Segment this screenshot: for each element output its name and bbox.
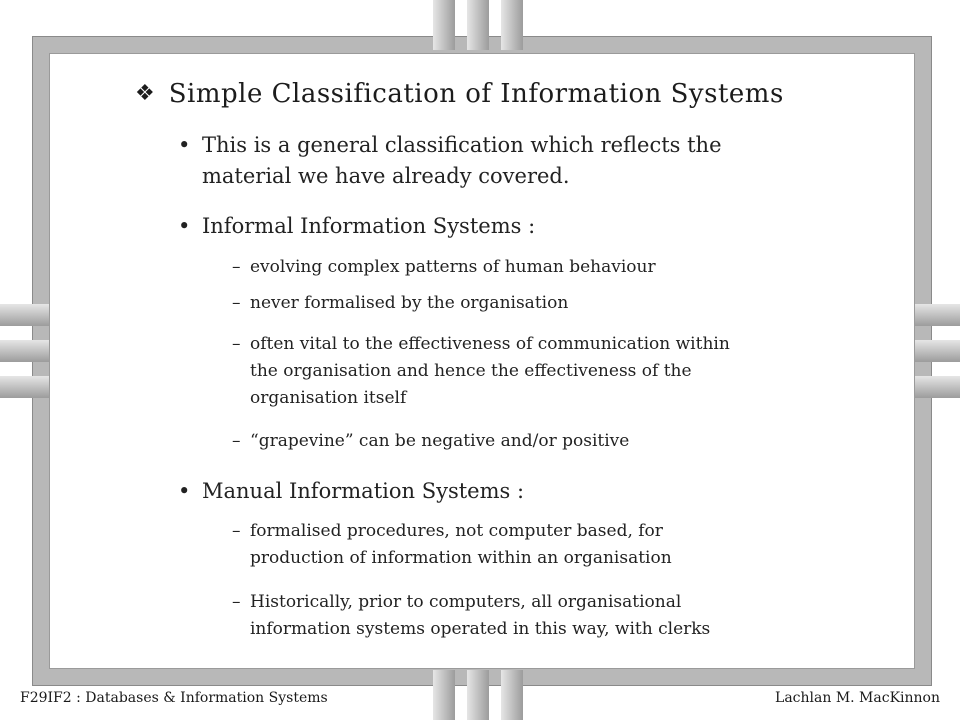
sub-bullet-text: never formalised by the organisation: [250, 293, 569, 313]
slide-title-row: [135, 76, 784, 112]
bullet-dot: •: [178, 214, 191, 238]
sub-bullet-text: production of information within an organisation: [250, 548, 672, 568]
dash-marker: –: [232, 293, 241, 313]
deco-bar-top-2: [467, 0, 489, 50]
dash-marker: –: [232, 521, 241, 541]
sub-bullet-text: Historically, prior to computers, all organisational: [250, 592, 682, 612]
dash-marker: –: [232, 431, 241, 451]
sub-bullet-text: often vital to the effectiveness of communication within: [250, 334, 730, 354]
dash-marker: –: [232, 334, 241, 354]
sub-bullet-text: formalised procedures, not computer based, for: [250, 521, 663, 541]
bullet-text: This is a general classification which reflects the: [202, 133, 722, 157]
bullet-dot: •: [178, 133, 191, 157]
bullet-dot: •: [178, 479, 191, 503]
deco-bar-bottom-1: [433, 670, 455, 720]
footer-course: F29IF2 : Databases & Information Systems: [20, 690, 328, 706]
dash-marker: –: [232, 257, 241, 277]
deco-bar-bottom-3: [501, 670, 523, 720]
bullet-text: Manual Information Systems :: [202, 479, 525, 503]
deco-bar-left-2: [0, 340, 52, 362]
deco-bar-right-3: [908, 376, 960, 398]
dash-marker: –: [232, 592, 241, 612]
deco-bar-right-2: [908, 340, 960, 362]
bullet-text: material we have already covered.: [202, 164, 570, 188]
sub-bullet-text: information systems operated in this way, with clerks: [250, 619, 711, 639]
deco-bar-top-3: [501, 0, 523, 50]
sub-bullet-text: “grapevine” can be negative and/or positive: [250, 431, 630, 451]
slide-title: Simple Classification of Information Systems: [168, 79, 784, 109]
deco-bar-right-1: [908, 304, 960, 326]
footer-author: Lachlan M. MacKinnon: [775, 690, 940, 706]
sub-bullet-text: evolving complex patterns of human behaviour: [250, 257, 656, 277]
sub-bullet-text: organisation itself: [250, 388, 407, 408]
deco-bar-top-1: [433, 0, 455, 50]
diamond-bullet-icon: ❖: [135, 81, 155, 106]
bullet-text: Informal Information Systems :: [202, 214, 536, 238]
sub-bullet-text: the organisation and hence the effectiveness of the: [250, 361, 692, 381]
deco-bar-left-1: [0, 304, 52, 326]
deco-bar-left-3: [0, 376, 52, 398]
deco-bar-bottom-2: [467, 670, 489, 720]
